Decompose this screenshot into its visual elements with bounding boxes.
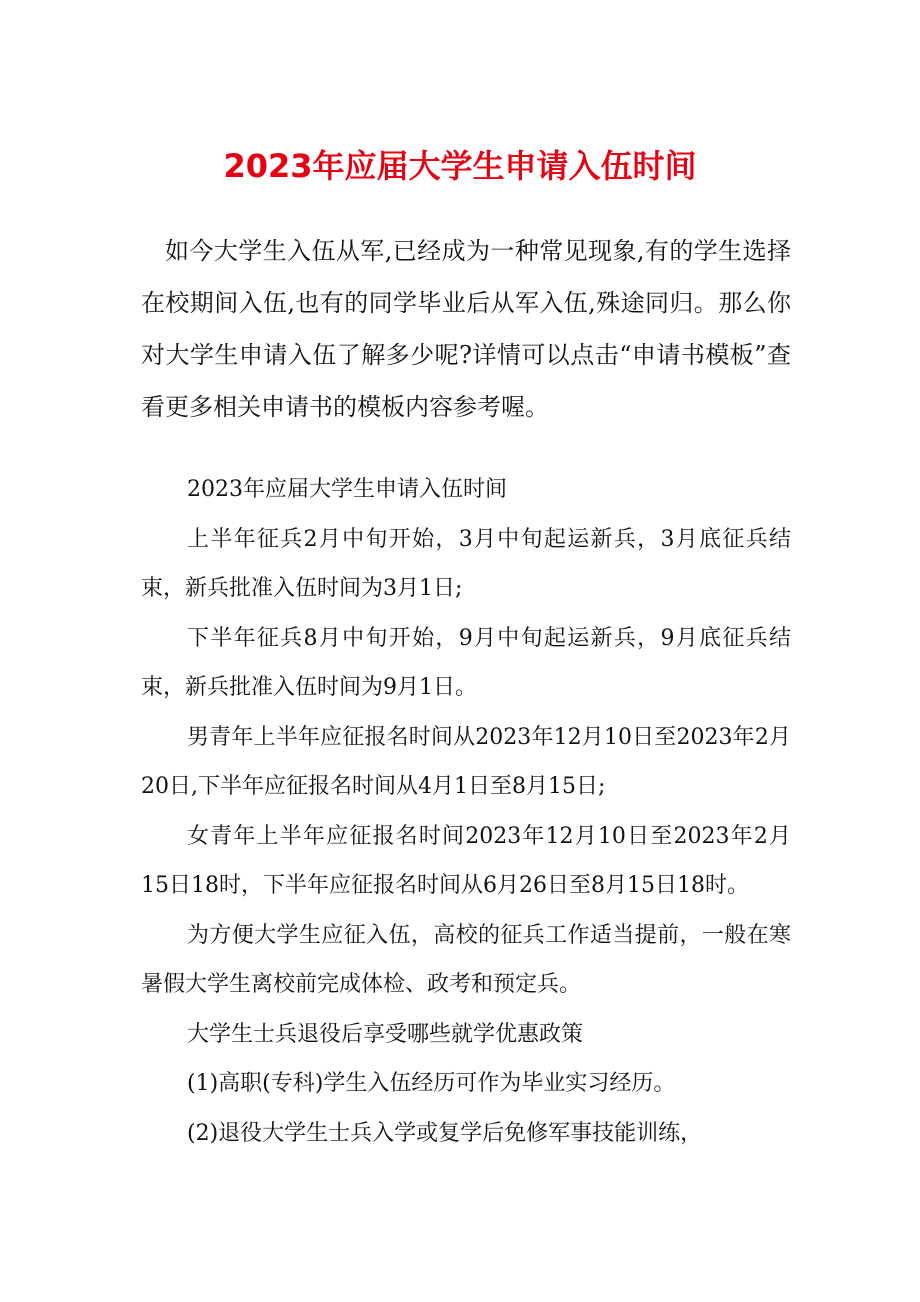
document-body xyxy=(141,465,791,1158)
intro-paragraph: 如今大学生入伍从军,已经成为一种常见现象,有的学生选择在校期间入伍,也有的同学毕业后从军入伍,殊途同归。那么你对大学生申请入伍了解多少呢?详情可以点击“申请书模板”查看更多相关申请书的模板内容参考喔。 xyxy=(141,237,791,421)
page-title: 2023年应届大学生申请入伍时间 xyxy=(223,147,697,185)
paragraph-university-advance: 为方便大学生应征入伍，高校的征兵工作适当提前，一般在寒暑假大学生离校前完成体检、政考和预定兵。 xyxy=(141,922,791,997)
list-item-benefit-1: (1)高职(专科)学生入伍经历可作为毕业实习经历。 xyxy=(187,1071,676,1096)
list-item-benefit-2: (2)退役大学生士兵入学或复学后免修军事技能训练， xyxy=(187,1120,703,1146)
paragraph-male-registration: 男青年上半年应征报名时间从2023年12月10日至2023年2月20日,下半年应征报名时间从4月1日至8月15日; xyxy=(141,724,791,799)
section-heading-benefits: 大学生士兵退役后享受哪些就学优惠政策 xyxy=(187,1021,584,1047)
paragraph-first-half-year: 上半年征兵2月中旬开始，3月中旬起运新兵，3月底征兵结束，新兵批准入伍时间为3月1日; xyxy=(141,526,791,601)
paragraph-second-half-year: 下半年征兵8月中旬开始，9月中旬起运新兵，9月底征兵结束，新兵批准入伍时间为9月1日。 xyxy=(141,625,791,700)
paragraph-female-registration: 女青年上半年应征报名时间2023年12月10日至2023年2月15日18时，下半年应征报名时间从6月26日至8月15日18时。 xyxy=(141,823,791,898)
section-heading-enlistment-time: 2023年应届大学生申请入伍时间 xyxy=(187,477,507,502)
